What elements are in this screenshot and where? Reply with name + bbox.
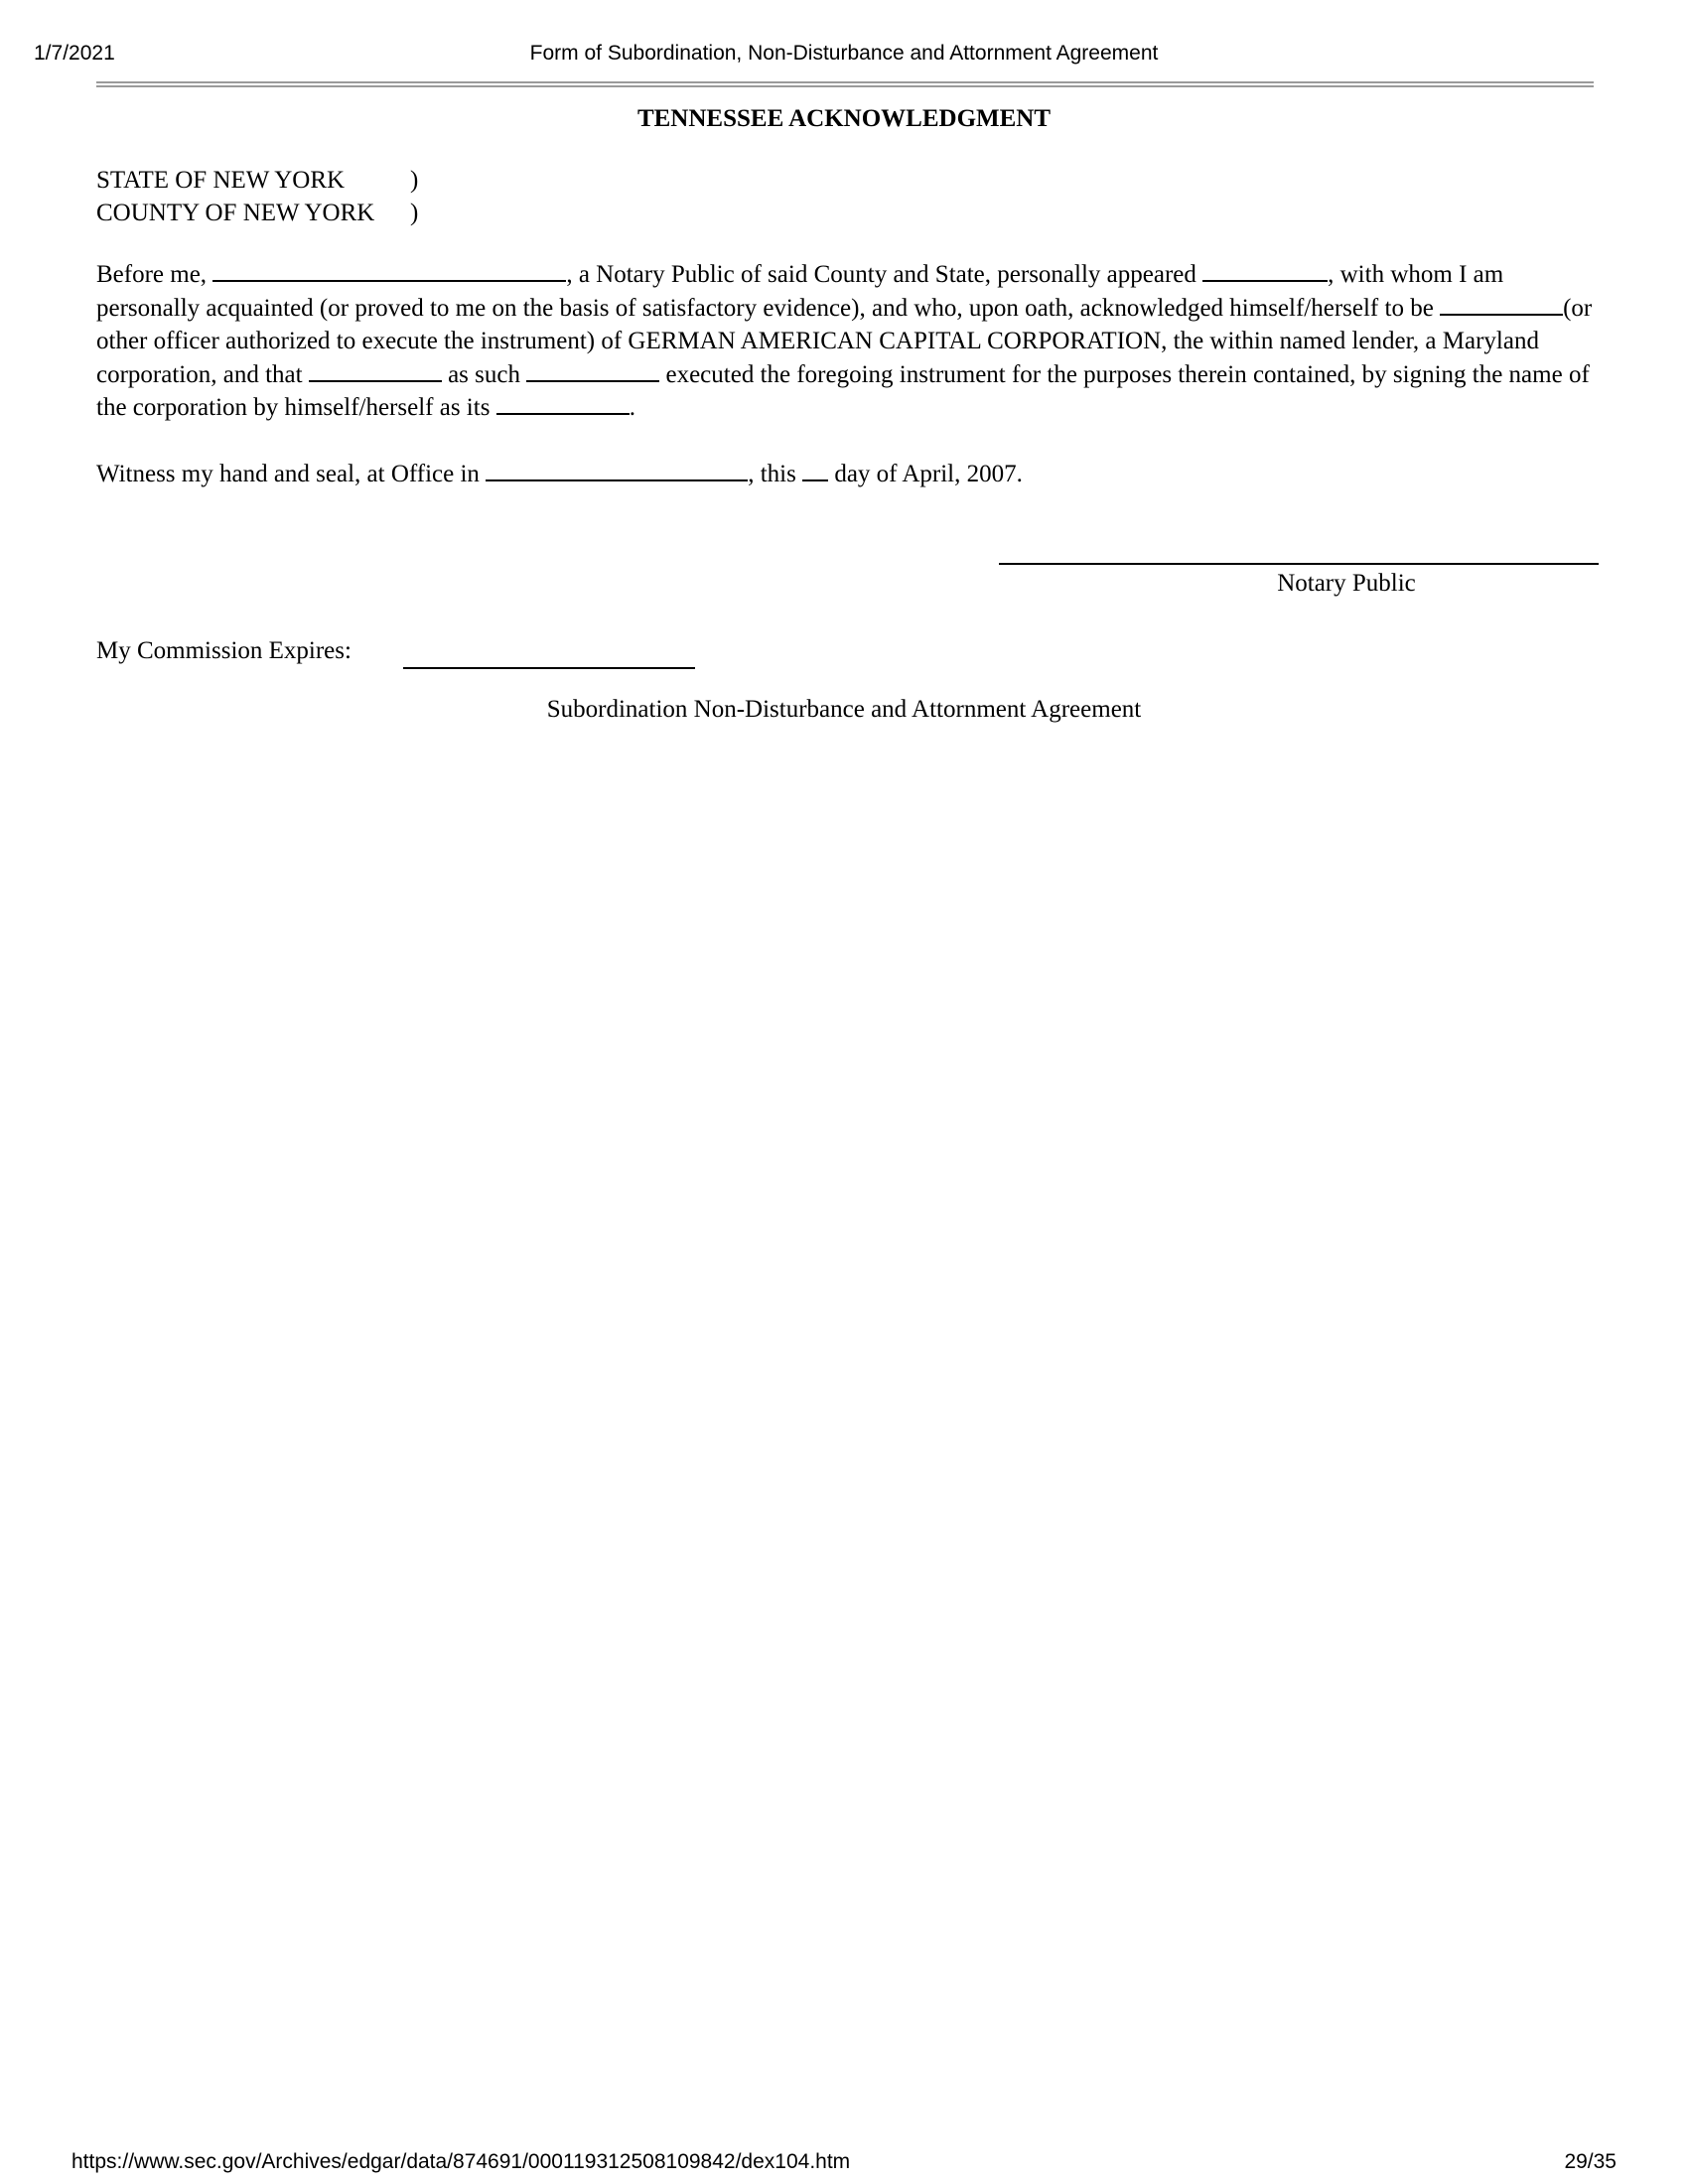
office-location-blank [486, 458, 748, 481]
para1-text-4: (or other officer authorized to execute the instrument) of GERMAN AMERICAN CAPITAL CORPORATION, the within named lender, a Maryland corporation, and that [96, 294, 1593, 388]
day-blank [802, 458, 828, 481]
appearer-name-blank [1202, 258, 1328, 282]
signer-title-blank [526, 358, 659, 382]
notary-name-blank [212, 258, 566, 282]
para1-text-5: as such [441, 360, 527, 388]
print-date: 1/7/2021 [34, 42, 115, 65]
notary-signature-line [999, 563, 1599, 565]
officer-title-blank [1440, 292, 1563, 316]
capacity-blank [496, 391, 630, 415]
header-rule [96, 81, 1594, 87]
para1-text-2: , a Notary Public of said County and State, personally appeared [566, 261, 1203, 288]
para1-text-6: executed the foregoing instrument for the purposes therein contained, by signing the name of the corporation by himself/herself as its [96, 360, 1590, 421]
county-label: COUNTY OF NEW YORK [96, 200, 375, 226]
print-page-number: 29/35 [1564, 2150, 1617, 2173]
acknowledgment-paragraph [96, 258, 1594, 425]
state-label: STATE OF NEW YORK [96, 167, 346, 194]
para2-text-1: Witness my hand and seal, at Office in [96, 461, 487, 487]
para2-text-3: day of April, 2007. [828, 461, 1023, 487]
state-venue [96, 167, 419, 195]
commission-expires-line [403, 667, 695, 669]
print-page-title: Form of Subordination, Non-Disturbance and Attornment Agreement [529, 42, 1159, 65]
signer-name-blank [309, 358, 442, 382]
para2-text-2: , this [748, 461, 803, 487]
state-paren: ) [410, 167, 419, 194]
county-paren: ) [410, 200, 419, 226]
para1-text-7: . [629, 394, 635, 421]
para1-text-3: , with whom I am personally acquainted (or proved to me on the basis of satisfactory evidence), and who, upon oath, acknowledged himself/herself to be [96, 261, 1504, 322]
document-heading: TENNESSEE ACKNOWLEDGMENT [636, 105, 1052, 132]
witness-paragraph [96, 458, 1594, 491]
commission-expires-label: My Commission Expires: [96, 637, 352, 664]
county-venue [96, 200, 419, 227]
notary-public-label: Notary Public [1277, 570, 1416, 597]
para1-text-1: Before me, [96, 261, 213, 288]
document-footer-title: Subordination Non-Disturbance and Attornment Agreement [546, 696, 1142, 723]
print-url: https://www.sec.gov/Archives/edgar/data/874691/000119312508109842/dex104.htm [71, 2150, 851, 2173]
